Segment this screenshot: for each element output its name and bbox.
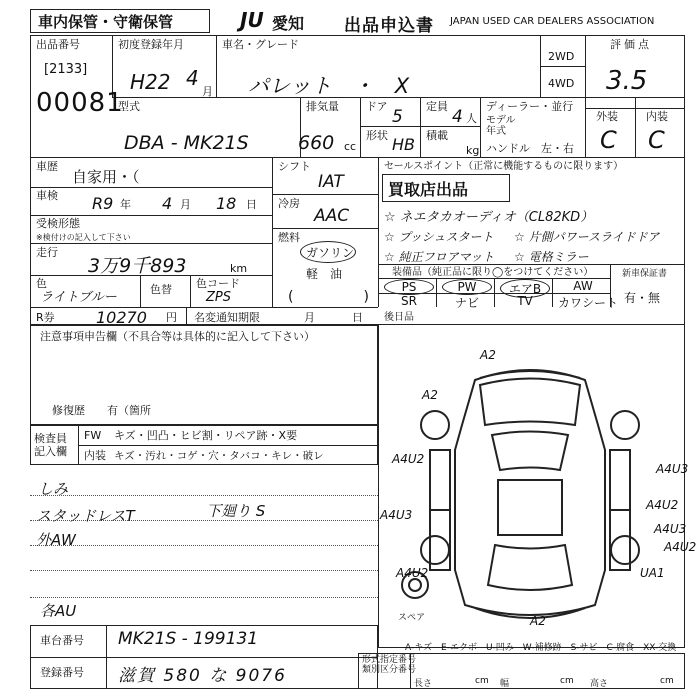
remark-4: 外AW xyxy=(36,531,76,549)
color-code-value: ZPS xyxy=(206,290,231,305)
org-name: 愛知 xyxy=(272,14,305,33)
equipment-item-8: カワシート xyxy=(558,296,619,310)
shape-value: HB xyxy=(392,135,416,154)
kg-unit: kg xyxy=(466,144,480,157)
shift-value: IAT xyxy=(318,172,344,192)
color-value: ライトブルー xyxy=(40,290,117,305)
fuel-diesel: 軽 油 xyxy=(306,267,343,281)
inspection-year: R9 xyxy=(92,194,114,213)
damage-mark-8: A4U2 xyxy=(396,566,429,580)
displacement-value: 660 xyxy=(298,132,335,154)
damage-mark-11: A2 xyxy=(530,614,546,628)
name-change-month: 月 xyxy=(304,311,315,324)
doors-value: 5 xyxy=(392,107,403,127)
remark-5: 各AU xyxy=(40,602,77,620)
model-type-label: 型式 xyxy=(118,100,140,113)
ticket-amount: 10270 xyxy=(96,308,147,327)
doors-label: ドア xyxy=(366,100,388,113)
equipment-item-4: AW xyxy=(573,279,593,293)
inspection-month-unit: 月 xyxy=(180,198,191,211)
first-reg-era: H22 xyxy=(130,70,171,94)
reg-value: 滋賀 580 な 9076 xyxy=(118,666,287,686)
model-grade-label: 車名・グレード xyxy=(222,38,299,51)
lot-number: 00081 xyxy=(36,88,124,118)
capacity-label: 定員 xyxy=(426,100,448,113)
color-code-label: 色コード xyxy=(196,277,240,290)
equipment-item-7: TV xyxy=(517,294,533,308)
insp-fw-label: FW xyxy=(84,429,102,442)
reception-note: ※検付けの記入して下さい xyxy=(36,233,131,242)
insp-ext-items: キズ・凹凸・ヒビ割・リペア跡・X要 xyxy=(114,429,298,442)
mileage-label: 走行 xyxy=(36,246,58,259)
interior-label: 内装 xyxy=(646,110,668,123)
name-change-label: 名変通知期限 xyxy=(194,311,260,324)
person-unit: 人 xyxy=(466,112,477,125)
inspection-month: 4 xyxy=(162,194,173,213)
equipment-item-5: SR xyxy=(401,294,417,308)
rear-seat-label: 後日品 xyxy=(384,312,414,323)
cc-unit: cc xyxy=(344,140,357,153)
lot-no-label: 出品番号 xyxy=(36,38,80,51)
dim-height-unit: cm xyxy=(660,676,674,686)
history-label: 車歴 xyxy=(36,160,58,173)
chassis-label: 車台番号 xyxy=(40,634,84,647)
sales-point-label: セールスポイント（正常に機能するものに限ります） xyxy=(384,161,624,172)
fuel-label: 燃料 xyxy=(278,231,300,244)
model-type-value: DBA - MK21S xyxy=(124,132,249,154)
remark-3: 下廻り S xyxy=(206,502,266,520)
dim-width-label: 幅 xyxy=(500,679,510,689)
reception-label: 受検形態 xyxy=(36,217,80,230)
damage-mark-2: A2 xyxy=(422,388,438,402)
dim-length-unit: cm xyxy=(475,676,489,686)
damage-mark-10: UA1 xyxy=(640,566,665,580)
first-reg-month-unit: 月 xyxy=(202,85,213,98)
model-year-label: モデル 年式 xyxy=(486,115,516,137)
dim-width-unit: cm xyxy=(560,676,574,686)
km-unit: km xyxy=(230,262,248,275)
mileage-value: 3万9千893 xyxy=(88,255,187,277)
new-warranty-label: 新車保証書 xyxy=(622,269,668,279)
capacity-value: 4 xyxy=(452,107,463,127)
remark-1: しみ xyxy=(38,480,69,498)
equipment-item-1: PS xyxy=(384,279,434,295)
lot-code: [2133] xyxy=(44,62,88,77)
damage-legend: A-キズ E-エクボ U-凹み W-補修跡 S-サビ C-腐食 XX-交換 xyxy=(405,643,677,653)
first-reg-month: 4 xyxy=(186,66,199,90)
dim-length-label: 長さ xyxy=(414,679,433,689)
color-label: 色 xyxy=(36,277,47,290)
spare-label: スペア xyxy=(398,613,426,623)
ac-value: AAC xyxy=(314,206,350,226)
inspection-day-unit: 日 xyxy=(246,198,257,211)
equipment-item-2: PW xyxy=(442,279,492,295)
equipment-item-6: ナビ xyxy=(454,296,479,310)
warranty-choice: 有・無 xyxy=(624,291,661,305)
inspection-day: 18 xyxy=(216,194,237,213)
sales-point-1: ☆ ネエタカオーディオ（CL82KD） xyxy=(384,210,594,225)
shift-label: シフト xyxy=(278,160,311,173)
remark-2: スタッドレスT xyxy=(36,507,135,525)
first-reg-label: 初度登録年月 xyxy=(118,38,184,51)
drive-2wd-label: 2WD xyxy=(548,50,575,63)
dealer-label: ディーラー・並行 xyxy=(486,100,574,113)
drive-4wd-label: 4WD xyxy=(548,77,575,90)
damage-mark-6: A4U2 xyxy=(646,498,679,512)
exterior-label: 外装 xyxy=(596,110,618,123)
dealer-item-text: 買取店出品 xyxy=(388,180,469,199)
rating-value: 3.5 xyxy=(606,66,648,96)
yen-unit: 円 xyxy=(166,311,177,324)
ticket-label: R券 xyxy=(36,311,55,324)
sales-point-5: ☆ 電格ミラー xyxy=(514,250,589,264)
damage-mark-7: A4U3 xyxy=(654,522,687,536)
rating-label: 評価点 xyxy=(610,38,652,51)
sales-point-4: ☆ 純正フロアマット xyxy=(384,250,495,264)
damage-mark-5: A4U3 xyxy=(380,508,413,522)
handle-label: ハンドル 左・右 xyxy=(486,142,574,155)
inspector-label: 検査員 記入欄 xyxy=(34,432,67,458)
sales-point-2: ☆ プッシュスタート xyxy=(384,230,494,244)
ac-label: 冷房 xyxy=(278,197,300,210)
inspection-label: 車検 xyxy=(36,189,58,202)
reg-label: 登録番号 xyxy=(40,666,84,679)
equipment-item-3: エアB xyxy=(500,279,550,298)
fuel-other-bracket: ( ) xyxy=(288,289,369,305)
insp-int-items: キズ・汚れ・コゲ・穴・タバコ・キレ・破レ xyxy=(114,450,324,462)
fuel-gasoline: ガソリン xyxy=(306,246,355,260)
shape-label: 形状 xyxy=(366,129,388,142)
sales-point-3: ☆ 片側パワースライドドア xyxy=(514,230,660,244)
ju-logo: JU xyxy=(240,8,264,32)
load-label: 積載 xyxy=(426,129,448,142)
damage-mark-1: A2 xyxy=(480,348,496,362)
exterior-grade: C xyxy=(600,126,617,154)
damage-mark-4: A4U3 xyxy=(656,462,689,476)
storage-label: 車内保管・守衛保管 xyxy=(38,13,174,31)
interior-grade: C xyxy=(648,126,665,154)
insp-int-label: 内装 xyxy=(84,449,106,462)
inspection-year-unit: 年 xyxy=(120,198,131,211)
damage-mark-9: A4U2 xyxy=(664,540,697,554)
history-value: 自家用・（ xyxy=(72,168,140,186)
remarks-heading: 注意事項申告欄（不具合等は具体的に記入して下さい） xyxy=(40,330,315,343)
chassis-value: MK21S - 199131 xyxy=(118,629,259,649)
displacement-label: 排気量 xyxy=(306,100,339,113)
name-change-day: 日 xyxy=(352,311,363,324)
association-name: JAPAN USED CAR DEALERS ASSOCIATION xyxy=(450,16,655,27)
car-diagram xyxy=(380,340,685,640)
form-title: 出品申込書 xyxy=(344,16,434,36)
equipment-label: 装備品（純正品に限り◯をつけてください） xyxy=(392,267,594,278)
repair-history: 修復歴 有（箇所 xyxy=(52,404,151,417)
color-change-label: 色替 xyxy=(150,283,172,296)
damage-mark-3: A4U2 xyxy=(392,452,425,466)
dim-height-label: 高さ xyxy=(590,679,609,689)
model-name: パレット ・ X xyxy=(248,74,410,98)
dimension-title: 形式指定番号 類別区分番号 xyxy=(362,655,417,675)
